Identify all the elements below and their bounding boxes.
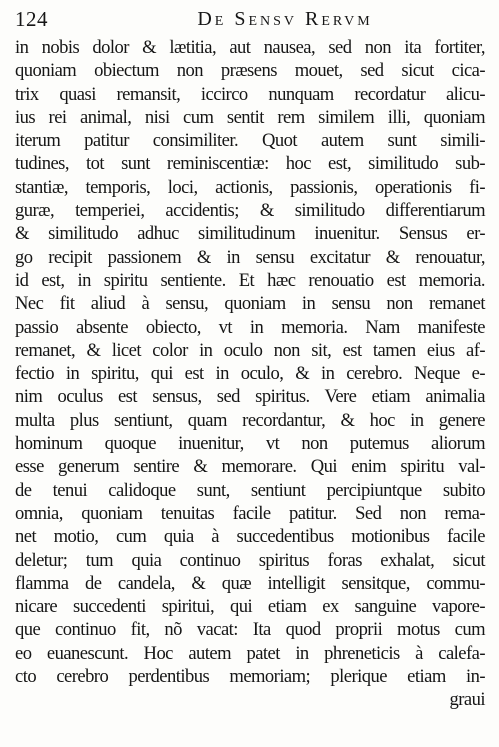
text-line: quoniam obiectum non præsens mouet, sed sicut cica- — [15, 60, 485, 82]
text-line: flamma de candela, & quæ intelligit sensitque, commu- — [15, 572, 485, 594]
text-line: deletur; tum quia continuo spiritus foras exhalat, sicut — [15, 549, 485, 571]
text-line: id est, in spiritu sentiente. Et hæc renouatio est memoria. — [15, 269, 485, 291]
text-line: multa plus sentiunt, quam recordantur, & hoc in genere — [15, 409, 485, 431]
text-line: Nec fit aliud à sensu, quoniam in sensu non remanet — [15, 293, 485, 315]
text-line: que continuo fit, nõ vacat: Ita quod proprii motus cum — [15, 619, 485, 641]
text-line: nicare succedenti spiritui, qui etiam ex sanguine vapore- — [15, 596, 485, 618]
page-header — [15, 6, 485, 32]
text-line: tudines, tot sunt reminiscentiæ: hoc est, similitudo sub- — [15, 153, 485, 175]
text-line: go recipit passionem & in sensu excitatur & renouatur, — [15, 246, 485, 268]
text-line: guræ, temperiei, accidentis; & similitudo differentiarum — [15, 200, 485, 222]
text-line: nim oculus est sensus, sed spiritus. Vere etiam animalia — [15, 386, 485, 408]
text-line: ius rei animal, nisi cum sentit rem similem illi, quoniam — [15, 106, 485, 128]
text-line: fectio in spiritu, qui est in oculo, & in cerebro. Neque e- — [15, 363, 485, 385]
text-line: passio absente obiecto, vt in memoria. Nam manifeste — [15, 316, 485, 338]
body-text — [15, 36, 485, 712]
catchword: graui — [449, 689, 485, 711]
text-line: net motio, cum quia à succedentibus motionibus facile — [15, 526, 485, 548]
running-head: De Sensv Rervm — [197, 8, 373, 30]
text-line: stantiæ, temporis, loci, actionis, passionis, operationis fi- — [15, 176, 485, 198]
text-line: hominum quoque inuenitur, vt non putemus aliorum — [15, 433, 485, 455]
page-number: 124 — [15, 7, 48, 31]
text-line: remanet, & licet color in oculo non sit, est tamen eius af- — [15, 339, 485, 361]
text-line: iterum patitur consimiliter. Quot autem sunt simili- — [15, 130, 485, 152]
text-line: in nobis dolor & lætitia, aut nausea, sed non ita fortiter, — [15, 37, 485, 58]
text-line: de tenui calidoque sunt, sentiunt percipiuntque subito — [15, 479, 485, 501]
text-line: eo euanescunt. Hoc autem patet in phreneticis à calefa- — [15, 642, 485, 664]
text-line: cto cerebro perdentibus memoriam; plerique etiam in- — [15, 666, 485, 688]
text-line: esse generum sentire & memorare. Qui enim spiritu val- — [15, 456, 485, 478]
text-line: & similitudo adhuc similitudinum inuenitur. Sensus er- — [15, 223, 485, 245]
text-line: trix quasi remansit, iccirco nunquam recordatur alicu- — [15, 83, 485, 105]
text-line: omnia, quoniam tenuitas facile patitur. Sed non rema- — [15, 502, 485, 524]
